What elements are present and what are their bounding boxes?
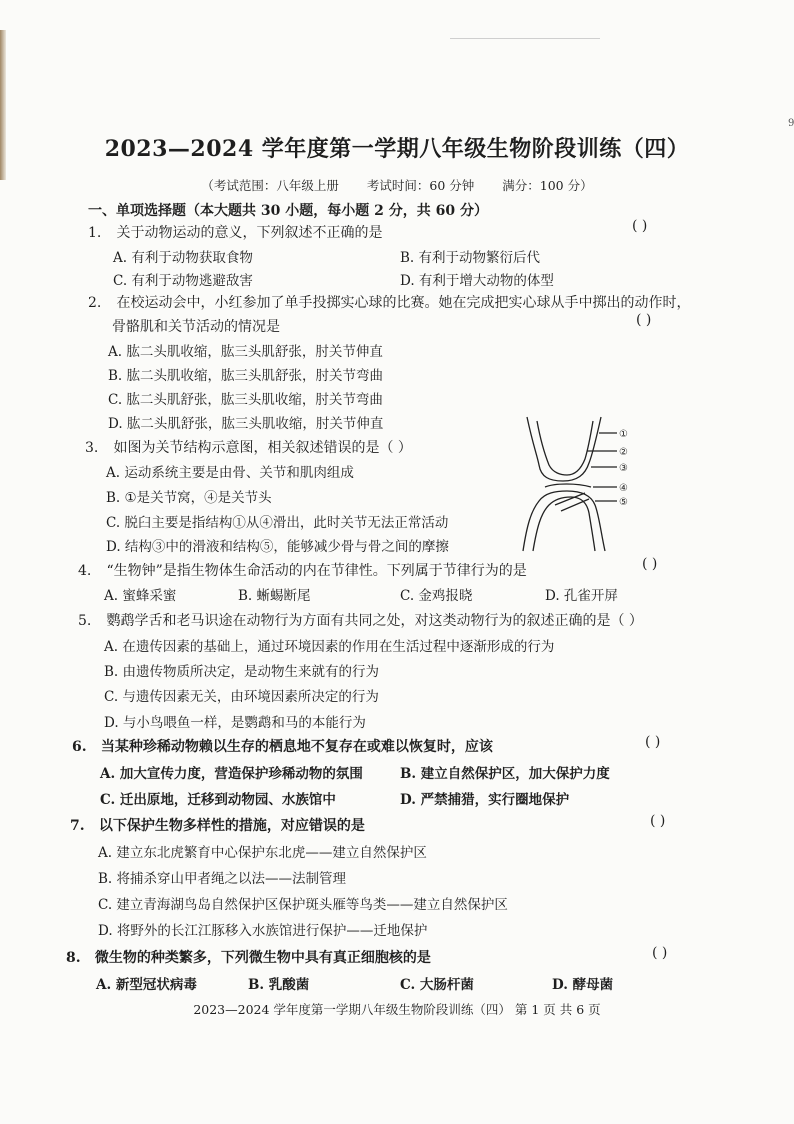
question-5 bbox=[78, 610, 643, 630]
question-stem: “生物钟”是指生物体生命活动的内在节律性。下列属于节律行为的是 bbox=[106, 563, 527, 579]
answer-blank: ( ) bbox=[632, 218, 648, 234]
option-c: C. 建立青海湖鸟岛自然保护区保护斑头雁等鸟类——建立自然保护区 bbox=[98, 897, 508, 913]
option-c: C. 有利于动物逃避敌害 bbox=[113, 273, 253, 289]
answer-blank: ( ) bbox=[636, 312, 652, 328]
question-number: 7. bbox=[70, 818, 85, 834]
option-d: D. 有利于增大动物的体型 bbox=[400, 273, 554, 289]
joint-diagram bbox=[515, 415, 635, 555]
option-a: A. 新型冠状病毒 bbox=[96, 977, 197, 993]
scan-line bbox=[450, 38, 600, 39]
option-b: B. 由遗传物质所决定，是动物生来就有的行为 bbox=[104, 664, 380, 680]
option-a: A. 蜜蜂采蜜 bbox=[104, 588, 177, 604]
bone-upper-inner bbox=[537, 421, 593, 475]
question-number: 4. bbox=[78, 563, 92, 579]
option-a: A. 有利于动物获取食物 bbox=[113, 250, 253, 266]
question-2 bbox=[88, 292, 690, 312]
margin-mark: 9 bbox=[788, 118, 794, 129]
option-a: A. 肱二头肌收缩，肱三头肌舒张，肘关节伸直 bbox=[108, 344, 383, 360]
question-stem: 关于动物运动的意义，下列叙述不正确的是 bbox=[116, 225, 383, 241]
question-6 bbox=[72, 736, 493, 756]
question-stem: 在校运动会中，小红参加了单手投掷实心球的比赛。她在完成把实心球从手中掷出的动作时， bbox=[116, 295, 691, 311]
option-d: D. 酵母菌 bbox=[552, 977, 614, 993]
label-4: ④ bbox=[619, 483, 628, 494]
option-c: C. 金鸡报晓 bbox=[400, 588, 473, 604]
option-a: A. 运动系统主要是由骨、关节和肌肉组成 bbox=[106, 465, 354, 481]
question-7 bbox=[70, 815, 365, 835]
exam-info bbox=[0, 176, 794, 194]
option-b: B. 有利于动物繁衍后代 bbox=[400, 250, 541, 266]
option-c: C. 脱臼主要是指结构①从④滑出，此时关节无法正常活动 bbox=[106, 515, 449, 531]
exam-score: 满分：100 分） bbox=[502, 178, 593, 193]
question-3 bbox=[85, 437, 412, 457]
option-b: B. ①是关节窝，④是关节头 bbox=[106, 490, 272, 506]
bone-lower bbox=[523, 491, 605, 551]
option-c: C. 迁出原地，迁移到动物园、水族馆中 bbox=[100, 792, 336, 808]
answer-blank: ( ) bbox=[650, 813, 666, 829]
question-stem: 以下保护生物多样性的措施，对应错误的是 bbox=[98, 818, 365, 834]
option-c: C. 大肠杆菌 bbox=[400, 977, 474, 993]
page-title: 2023—2024 学年度第一学期八年级生物阶段训练（四） bbox=[104, 136, 690, 162]
question-stem: 当某种珍稀动物赖以生存的栖息地不复存在或难以恢复时，应该 bbox=[100, 739, 493, 755]
section-heading: 一、单项选择题（本大题共 30 小题，每小题 2 分，共 60 分） bbox=[88, 203, 488, 219]
question-number: 8. bbox=[66, 950, 81, 966]
option-b: B. 肱二头肌收缩，肱三头肌舒张，肘关节弯曲 bbox=[108, 368, 384, 384]
option-a: A. 加大宣传力度，营造保护珍稀动物的氛围 bbox=[100, 766, 363, 782]
option-b: B. 将捕杀穿山甲者绳之以法——法制管理 bbox=[98, 871, 347, 887]
question-4 bbox=[78, 560, 527, 580]
question-stem: 微生物的种类繁多，下列微生物中具有真正细胞核的是 bbox=[94, 950, 431, 966]
question-stem-continued: 骨骼肌和关节活动的情况是 bbox=[112, 319, 280, 335]
question-1 bbox=[88, 222, 382, 242]
question-number: 6. bbox=[72, 739, 87, 755]
option-d: D. 结构③中的滑液和结构⑤，能够减少骨与骨之间的摩擦 bbox=[106, 539, 449, 555]
option-d: D. 将野外的长江江豚移入水族馆进行保护——迁地保护 bbox=[98, 923, 428, 939]
option-b: B. 建立自然保护区，加大保护力度 bbox=[400, 766, 610, 782]
option-c: C. 与遗传因素无关，由环境因素所决定的行为 bbox=[104, 689, 379, 705]
option-b: B. 蜥蜴断尾 bbox=[238, 588, 311, 604]
question-number: 1. bbox=[88, 225, 102, 241]
option-d: D. 肱二头肌舒张，肱三头肌收缩，肘关节伸直 bbox=[108, 416, 384, 432]
joint-cavity bbox=[545, 484, 591, 487]
exam-scope: （考试范围：八年级上册 bbox=[201, 178, 339, 193]
label-3: ③ bbox=[619, 463, 628, 474]
question-number: 3. bbox=[85, 440, 99, 456]
page-footer: 2023—2024 学年度第一学期八年级生物阶段训练（四） 第 1 页 共 6 页 bbox=[193, 1002, 601, 1017]
answer-blank: ( ) bbox=[645, 734, 661, 750]
option-d: D. 与小鸟喂鱼一样，是鹦鹉和马的本能行为 bbox=[104, 715, 366, 731]
question-8 bbox=[66, 947, 431, 967]
option-c: C. 肱二头肌舒张，肱三头肌收缩，肘关节弯曲 bbox=[108, 392, 383, 408]
question-number: 5. bbox=[78, 613, 92, 629]
label-2: ② bbox=[619, 447, 628, 458]
option-a: A. 建立东北虎繁育中心保护东北虎——建立自然保护区 bbox=[98, 845, 427, 861]
bone-lower-inner bbox=[533, 497, 595, 551]
question-stem: 如图为关节结构示意图，相关叙述错误的是（ ） bbox=[113, 440, 412, 456]
label-5: ⑤ bbox=[619, 497, 628, 508]
answer-blank: ( ) bbox=[652, 945, 668, 961]
answer-blank: ( ) bbox=[642, 556, 658, 572]
question-number: 2. bbox=[88, 295, 102, 311]
option-a: A. 在遗传因素的基础上，通过环境因素的作用在生活过程中逐渐形成的行为 bbox=[104, 639, 555, 655]
question-stem: 鹦鹉学舌和老马识途在动物行为方面有共同之处，对这类动物行为的叙述正确的是（ ） bbox=[106, 613, 643, 629]
option-d: D. 孔雀开屏 bbox=[545, 588, 618, 604]
exam-time: 考试时间：60 分钟 bbox=[366, 178, 475, 193]
option-d: D. 严禁捕猎，实行圈地保护 bbox=[400, 792, 570, 808]
option-b: B. 乳酸菌 bbox=[248, 977, 310, 993]
label-1: ① bbox=[619, 429, 628, 440]
